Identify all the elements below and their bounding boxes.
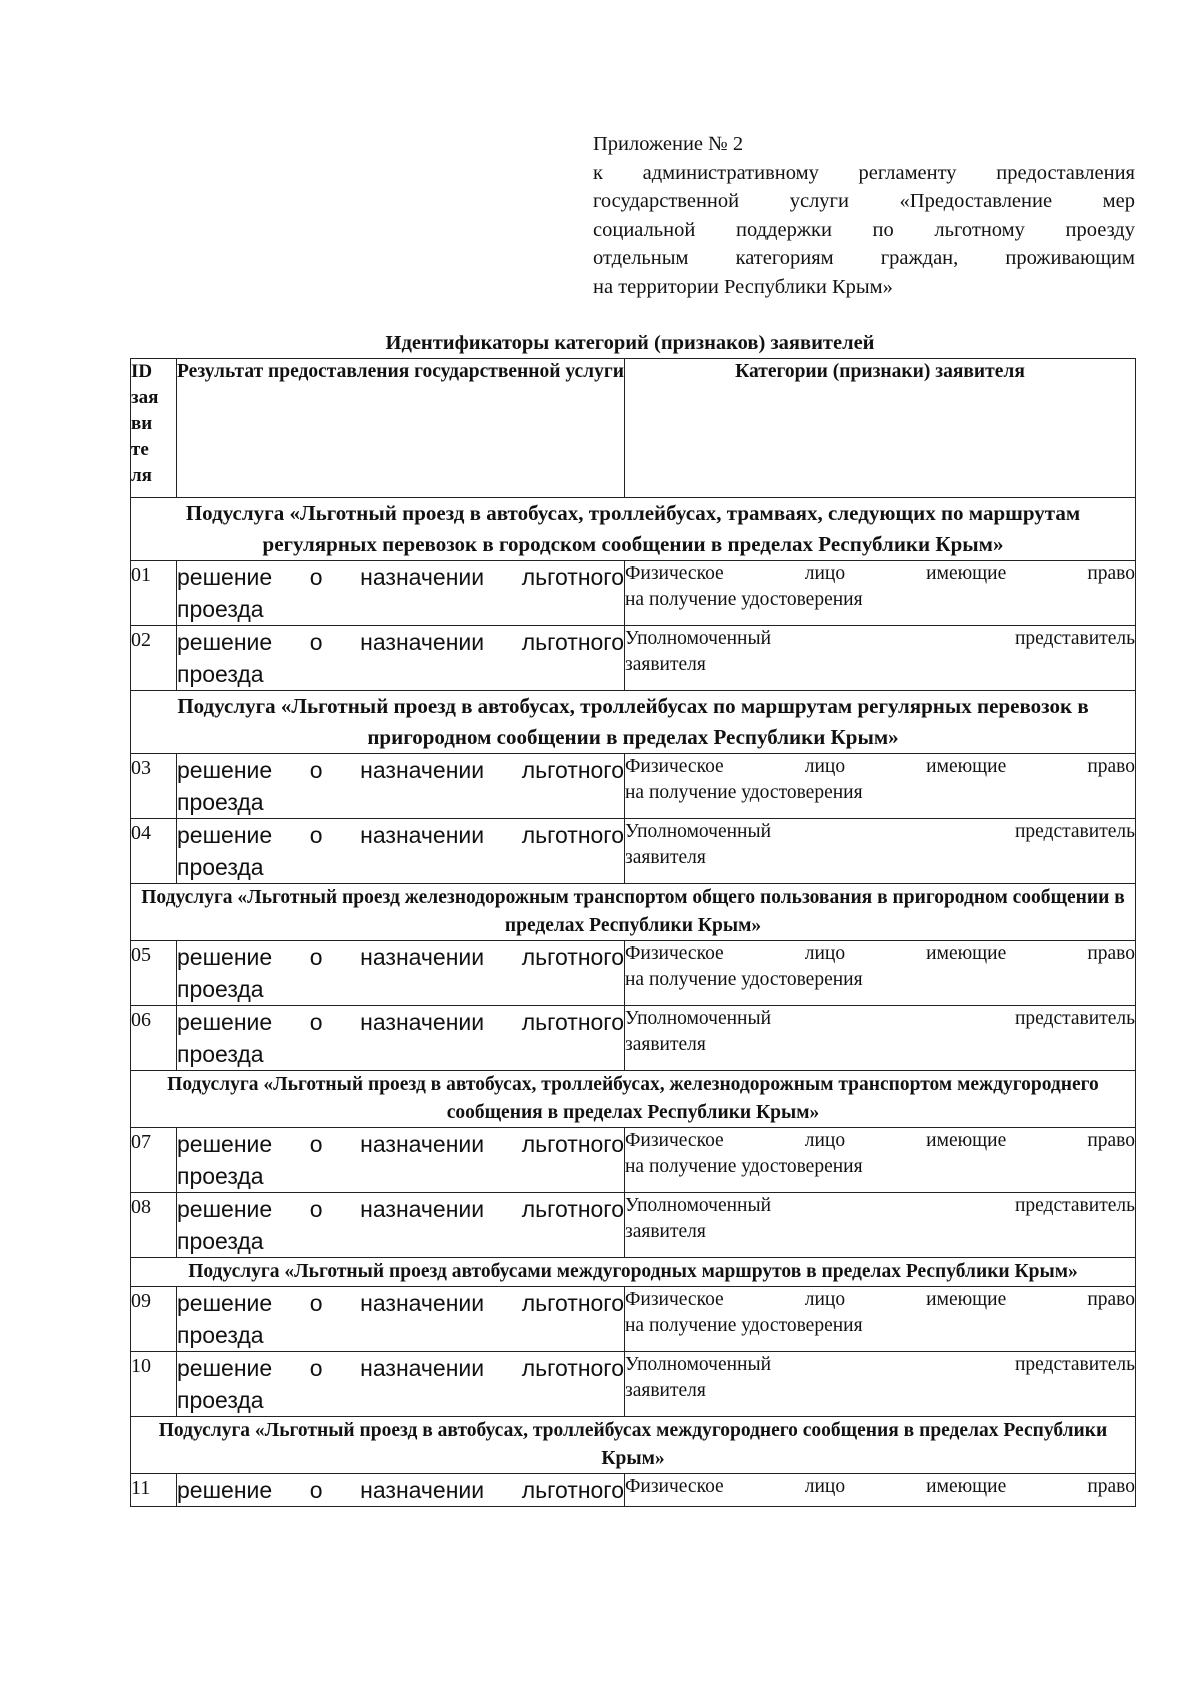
row-id: 03 <box>131 754 177 819</box>
row-result: решение о назначении льготного проезда <box>177 941 625 1006</box>
subservice-title: Подуслуга «Льготный проезд в автобусах, троллейбусах междугороднего сообщения в пределах Республики Крым» <box>131 1417 1136 1474</box>
row-id: 05 <box>131 941 177 1006</box>
table-header-row <box>131 359 1136 498</box>
appendix-block <box>593 130 1135 301</box>
row-result: решение о назначении льготного проезда <box>177 1006 625 1071</box>
row-category: Физическое лицо имеющие право на получение удостоверения <box>625 1287 1136 1352</box>
table-row <box>131 1352 1136 1417</box>
row-id: 08 <box>131 1193 177 1258</box>
row-result: решение о назначении льготного проезда <box>177 1352 625 1417</box>
row-category: Физическое лицо имеющие право на получение удостоверения <box>625 1128 1136 1193</box>
row-category: Уполномоченный представитель заявителя <box>625 819 1136 884</box>
subservice-title: Подуслуга «Льготный проезд железнодорожным транспортом общего пользования в пригородном сообщении в пределах Республики Крым» <box>131 884 1136 941</box>
row-id: 02 <box>131 626 177 691</box>
row-id: 11 <box>131 1474 177 1507</box>
appendix-line: отдельным категориям граждан, проживающим <box>593 247 1135 269</box>
table-row <box>131 1474 1136 1507</box>
row-result: решение о назначении льготного проезда <box>177 754 625 819</box>
row-category: Физическое лицо имеющие право на получение удостоверения <box>625 941 1136 1006</box>
row-result: решение о назначении льготного проезда <box>177 819 625 884</box>
row-category: Уполномоченный представитель заявителя <box>625 1193 1136 1258</box>
document-title: Идентификаторы категорий (признаков) заявителей <box>385 332 875 354</box>
row-category: Уполномоченный представитель заявителя <box>625 1352 1136 1417</box>
row-result: решение о назначении льготного проезда <box>177 1193 625 1258</box>
row-category: Физическое лицо имеющие право на получение удостоверения <box>625 754 1136 819</box>
appendix-line: социальной поддержки по льготному проезду <box>593 218 1135 241</box>
table-row <box>131 1128 1136 1193</box>
subservice-row <box>131 1258 1136 1287</box>
header-category-cell: Категории (признаки) заявителя <box>625 359 1136 498</box>
row-category: Уполномоченный представитель заявителя <box>625 626 1136 691</box>
table-row <box>131 1006 1136 1071</box>
row-result: решение о назначении льготного <box>177 1474 625 1507</box>
row-category: Уполномоченный представитель заявителя <box>625 1006 1136 1071</box>
table-row <box>131 941 1136 1006</box>
appendix-line: государственной услуги «Предоставление мер <box>593 190 1135 212</box>
row-result: решение о назначении льготного проезда <box>177 1128 625 1193</box>
subservice-row <box>131 1071 1136 1128</box>
table-row <box>131 1193 1136 1258</box>
row-result: решение о назначении льготного проезда <box>177 1287 625 1352</box>
appendix-line: к административному регламенту предоставления <box>593 161 1135 184</box>
subservice-row <box>131 498 1136 561</box>
identifiers-table <box>130 358 1136 1507</box>
row-id: 09 <box>131 1287 177 1352</box>
row-result: решение о назначении льготного проезда <box>177 561 625 626</box>
row-category: Физическое лицо имеющие право на получение удостоверения <box>625 561 1136 626</box>
row-result: решение о назначении льготного проезда <box>177 626 625 691</box>
row-id: 06 <box>131 1006 177 1071</box>
subservice-title: Подуслуга «Льготный проезд в автобусах, троллейбусах, железнодорожным транспортом междугороднего сообщения в пределах Республики Крым» <box>131 1071 1136 1128</box>
subservice-title: Подуслуга «Льготный проезд автобусами междугородных маршрутов в пределах Республики Крым» <box>131 1258 1136 1287</box>
table-row <box>131 1287 1136 1352</box>
subservice-row <box>131 1417 1136 1474</box>
header-result-cell: Результат предоставления государственной услуги <box>177 359 625 498</box>
table-row <box>131 561 1136 626</box>
subservice-title: Подуслуга «Льготный проезд в автобусах, троллейбусах, трамваях, следующих по маршрутам регулярных перевозок в городском сообщении в пределах Республики Крым» <box>131 498 1136 561</box>
row-id: 07 <box>131 1128 177 1193</box>
subservice-row <box>131 884 1136 941</box>
table-row <box>131 819 1136 884</box>
table-row <box>131 754 1136 819</box>
row-id: 04 <box>131 819 177 884</box>
appendix-line: Приложение № 2 <box>593 133 744 155</box>
subservice-title: Подуслуга «Льготный проезд в автобусах, троллейбусах по маршрутам регулярных перевозок в пригородном сообщении в пределах Республики Крым» <box>131 691 1136 754</box>
appendix-line: на территории Республики Крым» <box>593 275 893 298</box>
row-id: 01 <box>131 561 177 626</box>
row-category: Физическое лицо имеющие право <box>625 1474 1136 1507</box>
header-id-cell: ID зая ви те ля <box>131 359 177 498</box>
table-row <box>131 626 1136 691</box>
row-id: 10 <box>131 1352 177 1417</box>
subservice-row <box>131 691 1136 754</box>
